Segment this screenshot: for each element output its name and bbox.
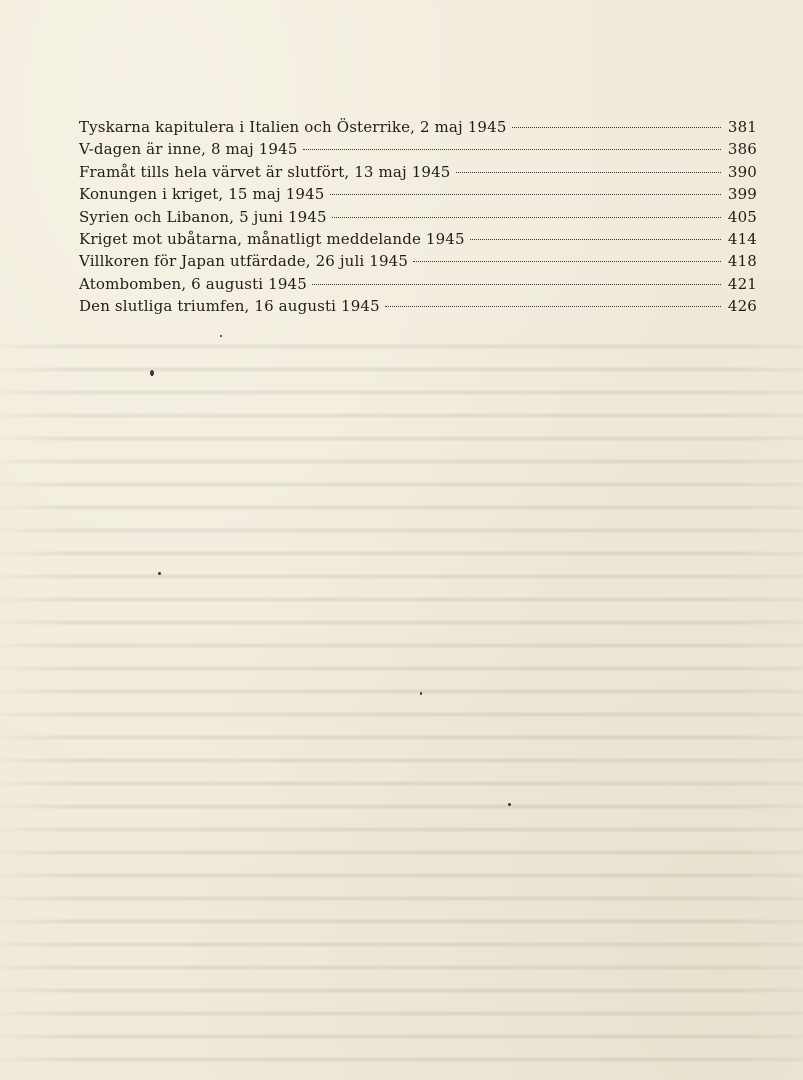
- dot-leader: [330, 194, 721, 195]
- toc-entry-page: 426: [727, 297, 757, 316]
- dot-leader: [512, 127, 721, 128]
- toc-entry-page: 414: [727, 229, 757, 248]
- toc-entry-page: 399: [727, 185, 757, 204]
- dot-leader: [303, 149, 721, 150]
- toc-entry-title: Den slutliga triumfen, 16 augusti 1945: [79, 297, 380, 316]
- dot-leader: [312, 284, 721, 285]
- toc-entry-title: Konungen i kriget, 15 maj 1945: [79, 185, 325, 204]
- toc-entry: [79, 252, 757, 274]
- dot-leader: [413, 261, 721, 262]
- paper-speck: [220, 335, 222, 337]
- toc-entry-page: 421: [727, 274, 757, 293]
- paper-speck: [158, 572, 161, 575]
- toc-entry: [79, 163, 757, 185]
- paper-speck: [508, 803, 511, 806]
- paper-speck: [150, 370, 154, 376]
- toc-entry-title: Syrien och Libanon, 5 juni 1945: [79, 207, 327, 226]
- show-through-text: [0, 330, 803, 1080]
- table-of-contents: [79, 118, 757, 320]
- toc-entry-title: V-dagen är inne, 8 maj 1945: [79, 140, 298, 159]
- toc-entry-page: 386: [727, 140, 757, 159]
- dot-leader: [470, 239, 721, 240]
- toc-entry-page: 418: [727, 252, 757, 271]
- dot-leader: [456, 172, 722, 173]
- toc-entry-title: Tyskarna kapitulera i Italien och Österrike, 2 maj 1945: [79, 118, 507, 136]
- toc-entry-page: 381: [727, 118, 757, 136]
- toc-entry: [79, 275, 757, 297]
- toc-entry-page: 405: [727, 207, 757, 226]
- toc-entry-title: Kriget mot ubåtarna, månatligt meddelande 1945: [79, 229, 465, 248]
- toc-entry: [79, 185, 757, 207]
- toc-entry: [79, 208, 757, 230]
- toc-entry: [79, 140, 757, 162]
- dot-leader: [332, 217, 721, 218]
- toc-entry-title: Villkoren för Japan utfärdade, 26 juli 1945: [79, 252, 409, 271]
- paper-speck: [420, 692, 422, 695]
- toc-entry: [79, 230, 757, 252]
- toc-entry: [79, 118, 757, 140]
- dot-leader: [385, 306, 721, 307]
- toc-entry-title: Framåt tills hela värvet är slutfört, 13 maj 1945: [79, 162, 451, 181]
- toc-entry-title: Atombomben, 6 augusti 1945: [79, 274, 307, 293]
- toc-entry-page: 390: [727, 162, 757, 181]
- toc-entry: [79, 297, 757, 319]
